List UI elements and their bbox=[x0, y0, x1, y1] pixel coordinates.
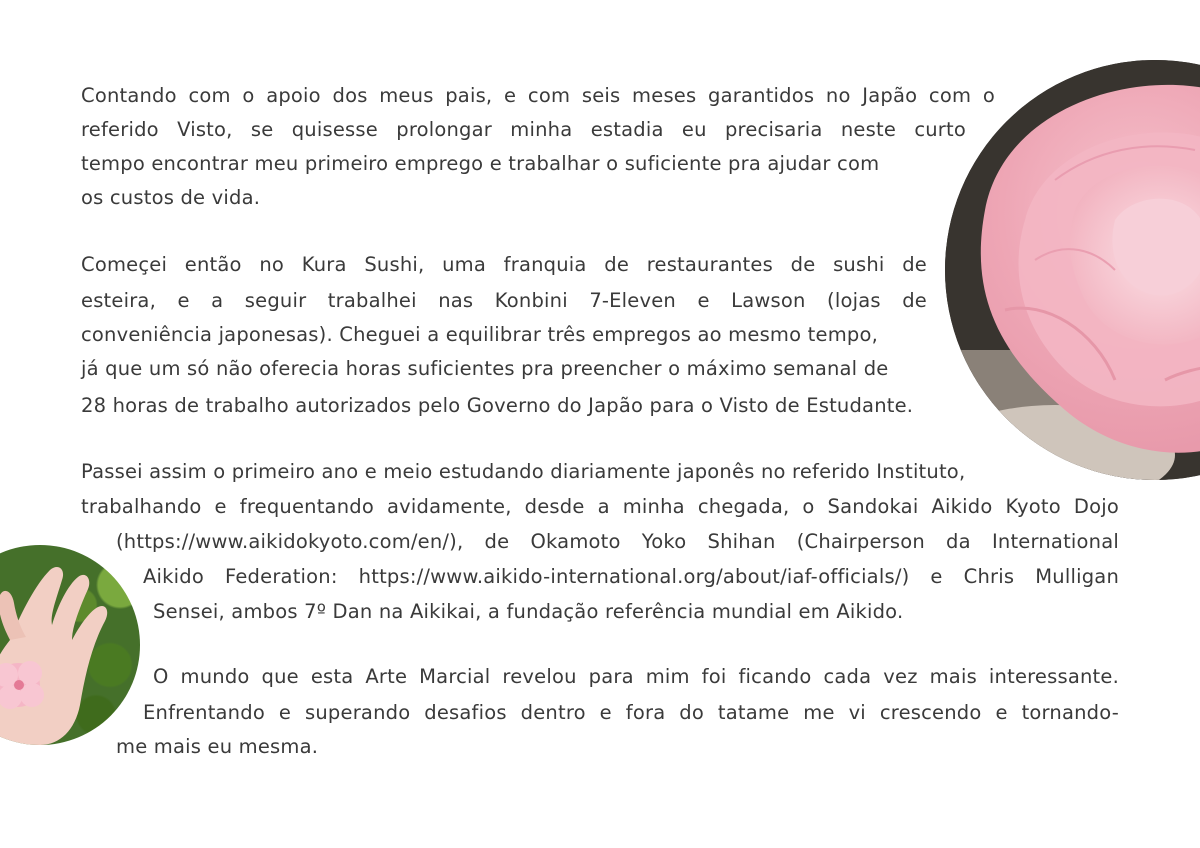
paragraph-2-line-1: Começei então no Kura Sushi, uma franquia de restaurantes de sushi de bbox=[81, 253, 927, 276]
paragraph-3-line-1: Passei assim o primeiro ano e meio estudando diariamente japonês no referido Instituto, bbox=[81, 460, 966, 483]
paragraph-1-line-3: tempo encontrar meu primeiro emprego e trabalhar o suficiente pra ajudar com bbox=[81, 152, 880, 175]
paragraph-2-line-3: conveniência japonesas). Cheguei a equilibrar três empregos ao mesmo tempo, bbox=[81, 323, 878, 346]
paragraph-3-line-4: Aikido Federation: https://www.aikido-international.org/about/iaf-officials/) e Chris Mulligan bbox=[143, 565, 1119, 588]
pink-rose-illustration bbox=[945, 60, 1200, 480]
paragraph-1-line-2: referido Visto, se quisesse prolongar minha estadia eu precisaria neste curto bbox=[81, 118, 966, 141]
paragraph-3-line-3: (https://www.aikidokyoto.com/en/), de Okamoto Yoko Shihan (Chairperson da International bbox=[116, 530, 1119, 553]
paragraph-4-line-3: me mais eu mesma. bbox=[116, 735, 319, 758]
paragraph-2-line-2: esteira, e a seguir trabalhei nas Konbini 7-Eleven e Lawson (lojas de bbox=[81, 289, 927, 312]
paragraph-2-line-4: já que um só não oferecia horas suficientes pra preencher o máximo semanal de bbox=[81, 357, 889, 380]
paragraph-3-line-5: Sensei, ambos 7º Dan na Aikikai, a fundação referência mundial em Aikido. bbox=[153, 600, 904, 623]
paragraph-4-line-1: O mundo que esta Arte Marcial revelou para mim foi ficando cada vez mais interessante. bbox=[153, 665, 1119, 688]
pink-rose-photo bbox=[945, 60, 1200, 480]
paragraph-1-line-4: os custos de vida. bbox=[81, 186, 261, 209]
paragraph-3-line-2: trabalhando e frequentando avidamente, desde a minha chegada, o Sandokai Aikido Kyoto Dojo bbox=[81, 495, 1119, 518]
paragraph-2-line-5: 28 horas de trabalho autorizados pelo Governo do Japão para o Visto de Estudante. bbox=[81, 394, 914, 417]
hand-with-flower-illustration bbox=[0, 545, 140, 745]
hand-with-flower-photo bbox=[0, 545, 140, 745]
paragraph-4-line-2: Enfrentando e superando desafios dentro e fora do tatame me vi crescendo e tornando- bbox=[143, 701, 1119, 724]
paragraph-1-line-1: Contando com o apoio dos meus pais, e com seis meses garantidos no Japão com o bbox=[81, 84, 995, 107]
